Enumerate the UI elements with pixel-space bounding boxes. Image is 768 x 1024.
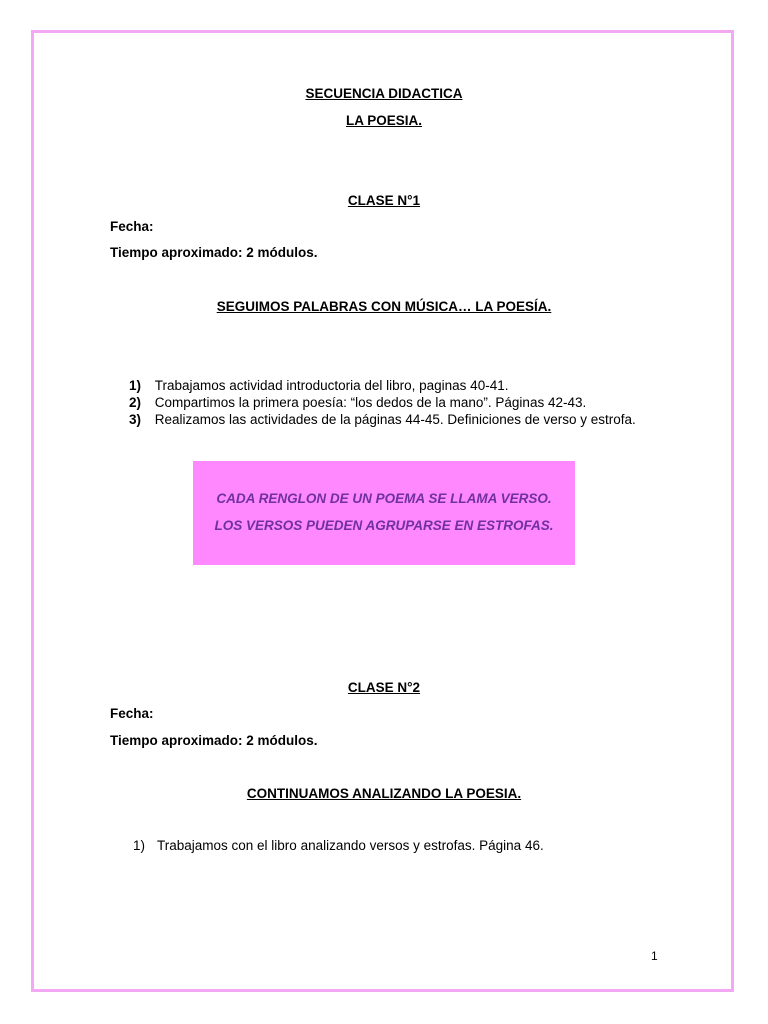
class2-heading: CLASE N°2 [347,680,421,695]
class2-time-label: Tiempo aproximado: 2 módulos. [110,733,318,748]
list-item-number: 1) [133,838,146,853]
class1-date-label: Fecha: [110,219,154,234]
class1-activity-list [110,377,636,428]
document-subtitle: LA POESIA. [345,113,422,128]
list-item [110,394,636,411]
list-item-number: 2) [128,395,141,410]
list-item-text: Compartimos la primera poesía: “los dedos de la mano”. Páginas 42-43. [154,395,587,410]
callout-line-stanza: LOS VERSOS PUEDEN AGRUPARSE EN ESTROFAS. [214,518,554,533]
definition-callout-box [193,461,575,565]
class2-topic: CONTINUAMOS ANALIZANDO LA POESIA. [246,786,522,801]
class2-activity-list [133,838,544,853]
list-item [110,377,636,394]
callout-line-verse: CADA RENGLON DE UN POEMA SE LLAMA VERSO. [216,491,552,506]
page-number: 1 [651,949,658,963]
list-item-text: Trabajamos con el libro analizando versos y estrofas. Página 46. [157,838,544,853]
list-item-text: Realizamos las actividades de la páginas 44-45. Definiciones de verso y estrofa. [154,412,636,427]
class1-heading: CLASE N°1 [347,193,421,208]
class2-date-label: Fecha: [110,706,154,721]
list-item [133,838,544,853]
list-item-number: 1) [128,378,141,393]
class1-time-label: Tiempo aproximado: 2 módulos. [110,245,318,260]
list-item [110,411,636,428]
document-title: SECUENCIA DIDACTICA [305,86,463,101]
list-item-text: Trabajamos actividad introductoria del libro, paginas 40-41. [154,378,509,393]
class1-topic: SEGUIMOS PALABRAS CON MÚSICA… LA POESÍA. [216,299,552,314]
list-item-number: 3) [128,412,141,427]
